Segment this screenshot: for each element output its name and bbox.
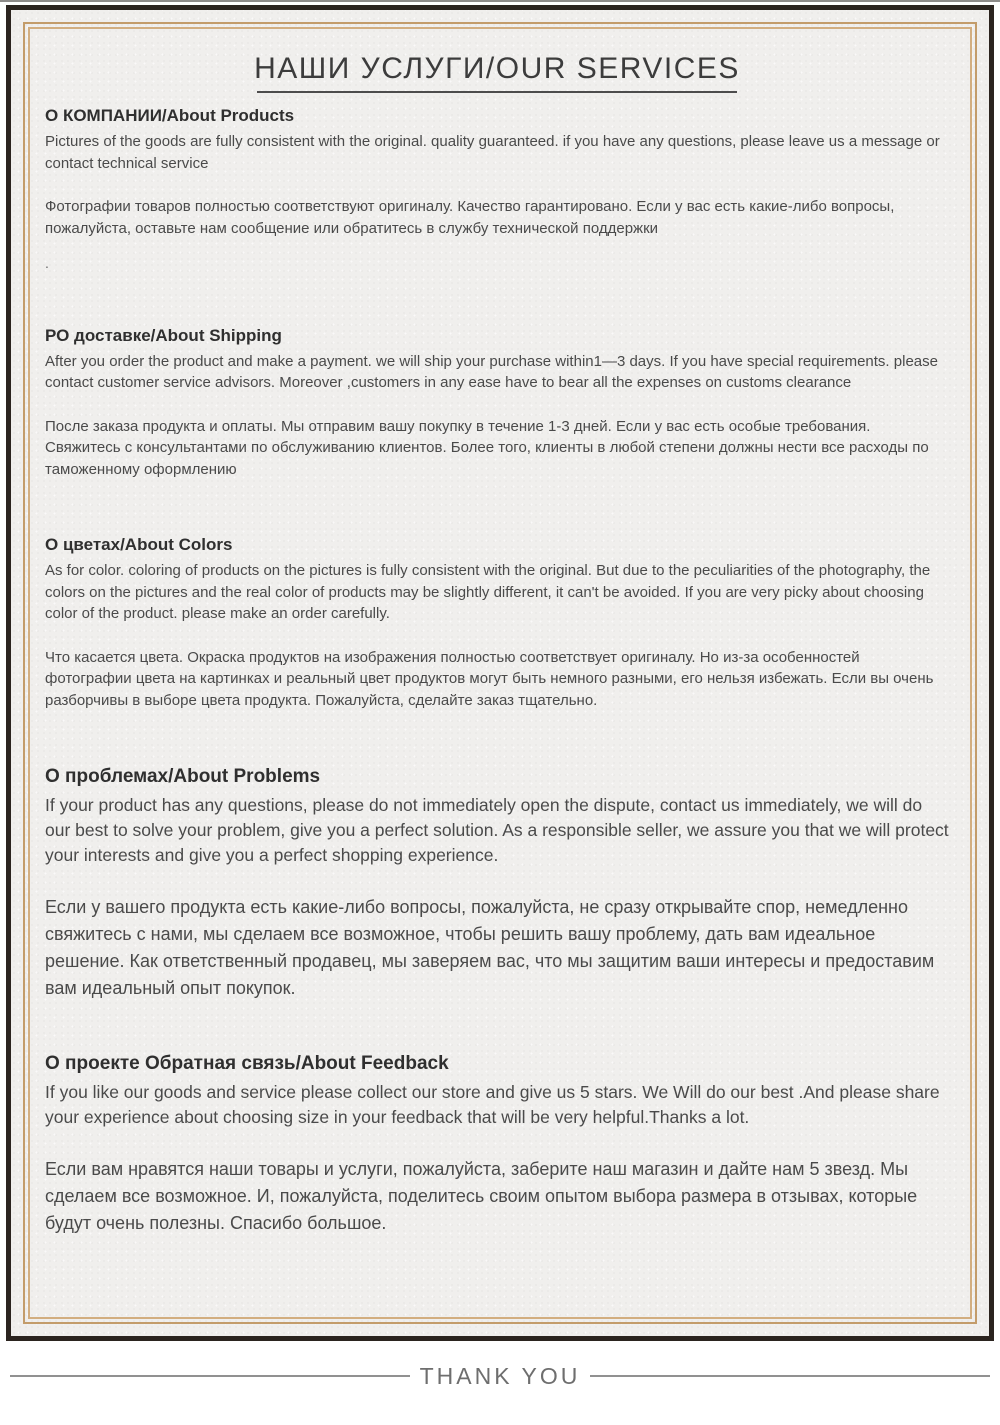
about-feedback-text-ru: Если вам нравятся наши товары и услуги, пожалуйста, заберите наш магазин и дайте нам 5 звезд. Мы сделаем все возможное. И, пожалуйста, поделитесь своим опытом выбора размера в отзывах, которые будут очень полезны. Спасибо большое. <box>45 1159 918 1233</box>
section-about-products <box>45 105 949 275</box>
section-heading-about-feedback: О проекте Обратная связь/About Feedback <box>45 1053 449 1074</box>
about-problems-text-en: If your product has any questions, please do not immediately open the dispute, contact us immediately, we will do our best to solve your problem, give you a perfect solution. As a responsible seller, we assure you that we will protect your interests and give you a perfect shopping experience. <box>45 795 949 865</box>
section-about-feedback <box>45 1052 949 1237</box>
about-shipping-text-ru: После заказа продукта и оплаты. Мы отправим вашу покупку в течение 1-3 дней. Если у вас есть особые требования. Свяжитесь с консультантами по обслуживанию клиентов. Более того, клиенты в любой степени должны нести все расходы по таможенному оформлению <box>45 417 929 478</box>
about-feedback-text-en: If you like our goods and service please collect our store and give us 5 stars. We Will do our best .And please share your experience about choosing size in your feedback that will be very helpful.Thanks a lot. <box>45 1082 940 1127</box>
about-products-text-ru: Фотографии товаров полностью соответствуют оригиналу. Качество гарантировано. Если у вас есть какие-либо вопросы, пожалуйста, оставьте нам сообщение или обратитесь в службу технической поддержки <box>45 198 895 237</box>
thank-you-text: THANK YOU <box>419 1363 581 1389</box>
footer-rule-right <box>590 1375 990 1377</box>
stray-period: . <box>45 255 49 271</box>
section-heading-about-products: О КОМПАНИИ/About Products <box>45 106 295 125</box>
footer-rule-left <box>10 1375 410 1377</box>
section-heading-about-problems: О проблемах/About Problems <box>45 766 321 787</box>
about-problems-text-ru: Если у вашего продукта есть какие-либо вопросы, пожалуйста, не сразу открывайте спор, немедленно свяжитесь с нами, мы сделаем все возможное, чтобы решить вашу проблему, дать вам идеальное решение. Как ответственный продавец, мы заверяем вас, что мы защитим ваши интересы и предоставим вам идеальный опыт покупок. <box>45 897 935 998</box>
section-about-problems <box>45 765 949 1002</box>
sheet-content <box>11 10 989 1336</box>
about-shipping-text-en: After you order the product and make a payment. we will ship your purchase within1—3 days. If you have special requirements. please contact customer service advisors. Moreover ,customers in any ease have to bear all the expenses on customs clearance <box>45 352 938 391</box>
about-colors-text-ru: Что касается цвета. Окраска продуктов на изображения полностью соответствует оригиналу. Но из-за особенностей фотографии цвета на картинках и реальный цвет продуктов могут быть немного разными, его нельзя избежать. Если вы очень разборчивы в выборе цвета продукта. Пожалуйста, сделайте заказ тщательно. <box>45 648 934 709</box>
page-top-divider <box>0 0 1000 2</box>
page-title: НАШИ УСЛУГИ/OUR SERVICES <box>254 52 740 85</box>
section-heading-about-shipping: РО доставке/About Shipping <box>45 325 282 345</box>
about-colors-text-en: As for color. coloring of products on the pictures is fully consistent with the original. But due to the peculiarities of the photography, the colors on the pictures and the real color of products may be slightly different, it can't be avoided. If you are very picky about choosing color of the product. please make an order carefully. <box>45 562 931 622</box>
section-about-colors <box>45 534 949 711</box>
thank-you-banner <box>0 1358 1000 1394</box>
page-title-block <box>45 52 949 93</box>
section-about-shipping <box>45 325 949 481</box>
services-sheet <box>6 5 994 1341</box>
section-heading-about-colors: О цветах/About Colors <box>45 535 233 554</box>
title-underline <box>257 91 737 93</box>
about-products-text-en: Pictures of the goods are fully consistent with the original. quality guaranteed. if you have any questions, please leave us a message or contact technical service <box>45 133 940 172</box>
